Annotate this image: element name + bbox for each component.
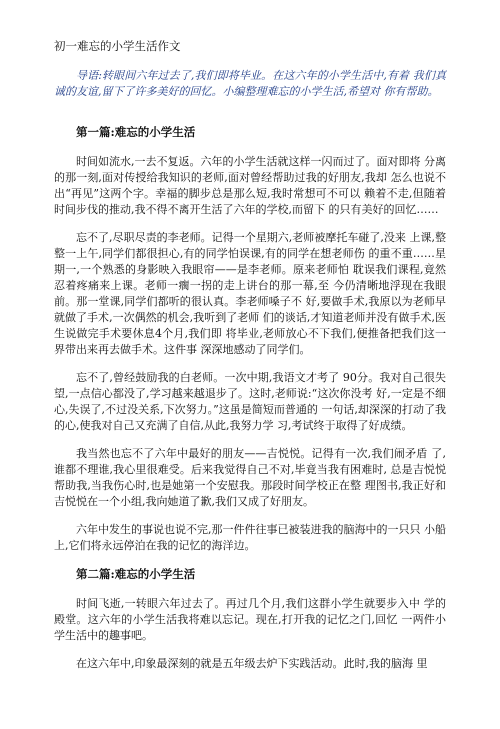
body-paragraph: 我当然也忘不了六年中最好的朋友——吉悦悦。记得有一次,我们闹矛盾 了,谁都不理谁,我心里很难受。后来我觉得自己不对,毕竟当我有困难时, 总是吉悦悦帮助我,当我伤心时,也是她第一个安慰我。那段时间学校正在整 理图书,我正好和吉悦悦在一个小组,我向她道了歉,我们又成了好朋友。 [54,447,446,508]
section-2 [54,566,446,672]
body-paragraph: 忘不了,尽职尽责的李老师。记得一个星期六,老师被摩托车碰了,没来 上课,整整一上午,同学们都很担心,有的同学怕误课,有的同学在想老师伤 的重不重……星期一,一个熟悉的身影映入我眼帘——是李老师。原来老师怕 耽误我们课程,竟然忍着疼痛来上课。老师一瘸一拐的走上讲台的那一幕,至 今仍清晰地浮现在我眼前。那一堂课,同学们都听的很认真。李老师嗓子不 好,要做手术,我原以为老师早就做了手术,一次偶然的机会,我听到了老师 们的谈话,才知道老师并没有做手术,医生说做完手术要休息4个月,我们即 将毕业,老师放心不下我们,便推备把我们这一界带出来再去做手术。这件事 深深地感动了同学们。 [54,231,446,356]
body-paragraph: 忘不了,曾经鼓励我的白老师。一次中期,我语文才考了 90分。我对自己很失望,一点信心都没了,学习越来越退步了。这时,老师说:“这次你没考 好,一定是不细心,失误了,不过没关系,下次努力。”这虽是简短而普通的 一句话,却深深的打动了我的心,使我对自己又充满了自信,从此,我努力学 习,考试终于取得了好成绩。 [54,371,446,432]
body-paragraph: 在这六年中,印象最深刻的就是五年级去炉下实践活动。此时,我的脑海 里 [76,657,428,670]
document-title: 初一难忘的小学生活作文 [54,39,181,53]
body-paragraph: 时间飞逝,一转眼六年过去了。再过几个月,我们这群小学生就要步入中 学的殿堂。这六年的小学生活我将难以忘记。现在,打开我的记忆之门,回忆 一两件小学生活中的趣事吧。 [54,597,446,642]
section-heading: 第二篇:难忘的小学生活 [76,567,196,581]
body-paragraph: 六年中发生的事说也说不完,那一件件往事已被装进我的脑海中的一只只 小船上,它们将永远停泊在我的记忆的海洋边。 [54,523,446,552]
body-paragraph: 时间如流水,一去不复返。六年的小学生活就这样一闪而过了。面对即将 分离的那一刻,面对传授给我知识的老师,面对曾经帮助过我的好朋友,我却 怎么也说不出“再见”这两个字。幸福的脚步总是那么短,我时常想可不可以 赖着不走,但随着时间步伐的推动,我不得不离开生活了六年的学校,而留下 的只有美好的回忆…… [54,155,446,216]
section-1 [54,124,446,554]
intro-paragraph: 导语:转眼间六年过去了,我们即将毕业。在这六年的小学生活中,有着 我们真诚的友谊,留下了许多美好的回忆。小编整理难忘的小学生活,希望对 你有帮助。 [54,69,446,98]
section-heading: 第一篇:难忘的小学生活 [76,125,196,139]
